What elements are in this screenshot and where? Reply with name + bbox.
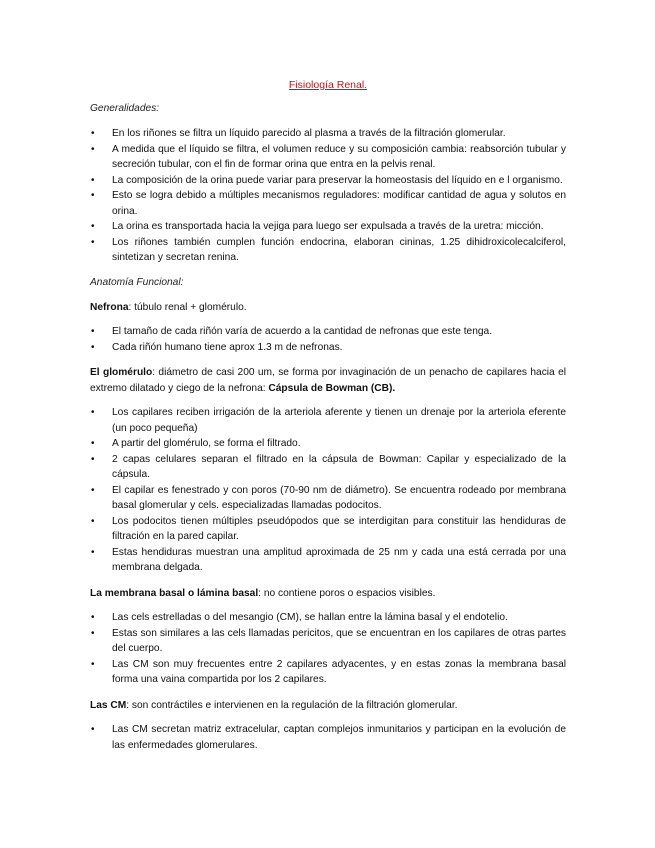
list-item-text: El tamaño de cada riñón varía de acuerdo a la cantidad de nefronas que este tenga. <box>112 326 493 337</box>
bullet-icon: • <box>91 143 95 155</box>
term-capsula-bowman: Cápsula de Bowman (CB). <box>268 382 396 394</box>
list-item <box>90 173 566 189</box>
list-item-text: En los riñones se filtra un líquido parecido al plasma a través de la filtración glomerular. <box>112 128 506 139</box>
bullet-icon: • <box>91 515 95 527</box>
list-item <box>90 483 566 514</box>
document-body <box>90 78 566 763</box>
list-item-text: Las CM secretan matriz extracelular, captan complejos inmunitarios y participan en la evolución de las enfermedades glomerulares. <box>112 724 566 751</box>
list-item <box>90 722 566 753</box>
bullet-icon: • <box>91 341 95 353</box>
list-item-text: Los capilares reciben irrigación de la arteriola aferente y tienen un drenaje por la arteriola eferente (un poco pequeña) <box>112 407 566 434</box>
list-item <box>90 514 566 545</box>
membrana-definition: : no contiene poros o espacios visibles. <box>258 587 436 599</box>
document-title: Fisiología Renal. <box>288 79 368 91</box>
bullet-icon: • <box>91 627 95 639</box>
bullet-icon: • <box>91 407 95 418</box>
list-item <box>90 436 566 452</box>
term-glomerulo: El glomérulo <box>90 367 153 378</box>
list-item <box>90 657 566 688</box>
list-item-text: A medida que el líquido se filtra, el volumen reduce y su composición cambia: reabsorción tubular y secreción tubular, con el fin de formar orina que entra en la pelvis renal. <box>112 143 566 170</box>
list-item <box>90 452 566 483</box>
bullet-icon: • <box>91 484 95 496</box>
bullet-icon: • <box>91 658 95 670</box>
term-nefrona: Nefrona <box>90 301 129 313</box>
list-item-text: Los podocitos tienen múltiples pseudópodos que se interdigitan para constituir las hendiduras de filtración en la pared capilar. <box>112 515 566 542</box>
bullet-icon: • <box>91 453 95 465</box>
nefrona-definition: : túbulo renal + glomérulo. <box>128 301 247 313</box>
glomerulo-list <box>90 405 566 576</box>
generalidades-list <box>90 126 566 266</box>
list-item <box>90 405 566 436</box>
list-item <box>90 324 566 340</box>
list-item <box>90 626 566 657</box>
cm-list <box>90 722 566 753</box>
list-item-text: Estas son similares a las cels llamadas pericitos, que se encuentran en los capilares de otras partes del cuerpo. <box>112 627 566 654</box>
section-heading-generalidades: Generalidades: <box>90 103 160 114</box>
section-heading-anatomia: Anatomía Funcional: <box>90 276 184 288</box>
term-cm: Las CM <box>90 699 127 711</box>
list-item-text: El capilar es fenestrado y con poros (70-90 nm de diámetro). Se encuentra rodeado por membrana basal glomerular y cels. especializadas llamadas podocitos. <box>112 484 566 511</box>
list-item <box>90 188 566 219</box>
list-item-text: Las cels estrelladas o del mesangio (CM), se hallan entre la lámina basal y el endotelio. <box>112 612 508 623</box>
bullet-icon: • <box>91 174 95 186</box>
bullet-icon: • <box>91 438 95 449</box>
list-item-text: Las CM son muy frecuentes entre 2 capilares adyacentes, y en estas zonas la membrana basal forma una vaina compartida por los 2 capilares. <box>112 658 566 685</box>
list-item <box>90 219 566 235</box>
bullet-icon: • <box>91 128 95 139</box>
nefrona-list <box>90 324 566 355</box>
bullet-icon: • <box>91 546 95 558</box>
list-item <box>90 610 566 626</box>
cm-definition: : son contráctiles e intervienen en la regulación de la filtración glomerular. <box>126 699 458 711</box>
list-item <box>90 142 566 173</box>
paragraph-cm <box>90 698 566 714</box>
list-item-text: Cada riñón humano tiene aprox 1.3 m de nefronas. <box>112 341 343 353</box>
list-item <box>90 126 566 142</box>
list-item-text: A partir del glomérulo, se forma el filtrado. <box>112 438 301 449</box>
bullet-icon: • <box>91 612 95 623</box>
list-item-text: Los riñones también cumplen función endocrina, elaboran cininas, 1.25 dihidroxicolecalciferol, sintetizan y secretan renina. <box>112 236 566 263</box>
membrana-list <box>90 610 566 688</box>
bullet-icon: • <box>91 236 95 248</box>
list-item <box>90 235 566 266</box>
list-item-text: 2 capas celulares separan el filtrado en la cápsula de Bowman: Capilar y especializado de la cápsula. <box>112 453 566 480</box>
list-item-text: Esto se logra debido a múltiples mecanismos reguladores: modificar cantidad de agua y solutos en orina. <box>112 190 566 217</box>
glomerulo-definition: : diámetro de casi 200 um, se forma por invaginación de un penacho de capilares hacia el extremo dilatado y ciego de la nefrona: <box>90 367 566 394</box>
list-item <box>90 340 566 356</box>
bullet-icon: • <box>91 190 95 201</box>
bullet-icon: • <box>91 326 95 337</box>
list-item-text: Estas hendiduras muestran una amplitud aproximada de 25 nm y cada una está cerrada por una membrana delgada. <box>112 546 566 573</box>
list-item-text: La composición de la orina puede variar para preservar la homeostasis del líquido en e l organismo. <box>112 174 563 186</box>
term-membrana-basal: La membrana basal o lámina basal <box>90 587 259 599</box>
list-item <box>90 545 566 576</box>
paragraph-membrana-basal <box>90 586 566 602</box>
list-item-text: La orina es transportada hacia la vejiga para luego ser expulsada a través de la uretra: micción. <box>112 221 544 232</box>
paragraph-nefrona <box>90 300 566 316</box>
bullet-icon: • <box>91 221 95 232</box>
bullet-icon: • <box>91 724 95 735</box>
paragraph-glomerulo <box>90 365 566 396</box>
